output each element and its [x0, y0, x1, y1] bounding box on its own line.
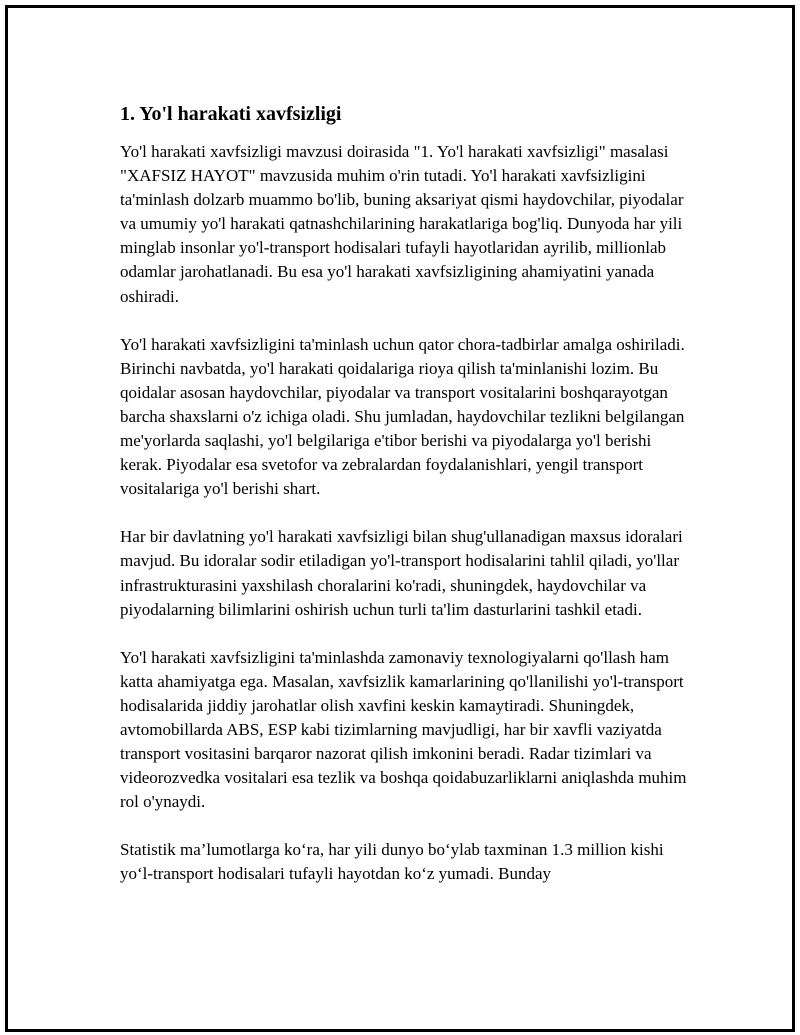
document-body — [120, 100, 695, 911]
paragraph-2: Yo'l harakati xavfsizligini ta'minlash uchun qator chora-tadbirlar amalga oshiriladi. Birinchi navbatda, yo'l harakati qoidalariga rioya qilish ta'minlanishi lozim. Bu qoidalar asosan haydovchilar, piyodalar va transport vositalarini boshqarayotgan barcha shaxslarni o'z ichiga oladi. Shu jumladan, haydovchilar tezlikni belgilangan me'yorlarda saqlashi, yo'l belgilariga e'tibor berishi va piyodalarga yo'l berishi kerak. Piyodalar esa svetofor va zebralardan foydalanishlari, yengil transport vositalariga yo'l berishi shart. — [120, 334, 685, 499]
page-frame — [5, 5, 795, 1032]
paragraph-5: Statistik ma’lumotlarga ko‘ra, har yili dunyo bo‘ylab taxminan 1.3 million kishi yo‘l-transport hodisalari tufayli hayotdan ko‘z yumadi. Bunday — [120, 840, 664, 884]
paragraph-1: Yo'l harakati xavfsizligi mavzusi doirasida "1. Yo'l harakati xavfsizligi" masalasi "XAFSIZ HAYOT" mavzusida muhim o'rin tutadi. Yo'l harakati xavfsizligini ta'minlash dolzarb muammo bo'lib, buning aksariyat qismi haydovchilar, piyodalar va umumiy yo'l harakati qatnashchilarining harakatlariga bog'liq. Dunyoda har yili minglab insonlar yo'l-transport hodisalari tufayli hayotlaridan ayrilib, millionlab odamlar jarohatlanadi. Bu esa yo'l harakati xavfsizligining ahamiyatini yanada oshiradi. — [120, 142, 684, 306]
paragraph-4: Yo'l harakati xavfsizligini ta'minlashda zamonaviy texnologiyalarni qo'llash ham katta ahamiyatga ega. Masalan, xavfsizlik kamarlarining qo'llanilishi yo'l-transport hodisalarida jiddiy jarohatlar olish xavfini keskin kamaytiradi. Shuningdek, avtomobillarda ABS, ESP kabi tizimlarning mavjudligi, har bir xavfli vaziyatda transport vositasini barqaror nazorat qilish imkonini beradi. Radar tizimlari va videorozvedka vositalari esa tezlik va boshqa qoidabuzarliklarni aniqlashda muhim rol o'ynaydi. — [120, 647, 687, 812]
section-heading: 1. Yo'l harakati xavfsizligi — [120, 103, 342, 125]
paragraph-3: Har bir davlatning yo'l harakati xavfsizligi bilan shug'ullanadigan maxsus idoralari mavjud. Bu idoralar sodir etiladigan yo'l-transport hodisalarini tahlil qiladi, yo'llar infrastrukturasini yaxshilash choralarini ko'radi, shuningdek, haydovchilar va piyodalarning bilimlarini oshirish uchun turli ta'lim dasturlarini tashkil etadi. — [120, 527, 683, 619]
